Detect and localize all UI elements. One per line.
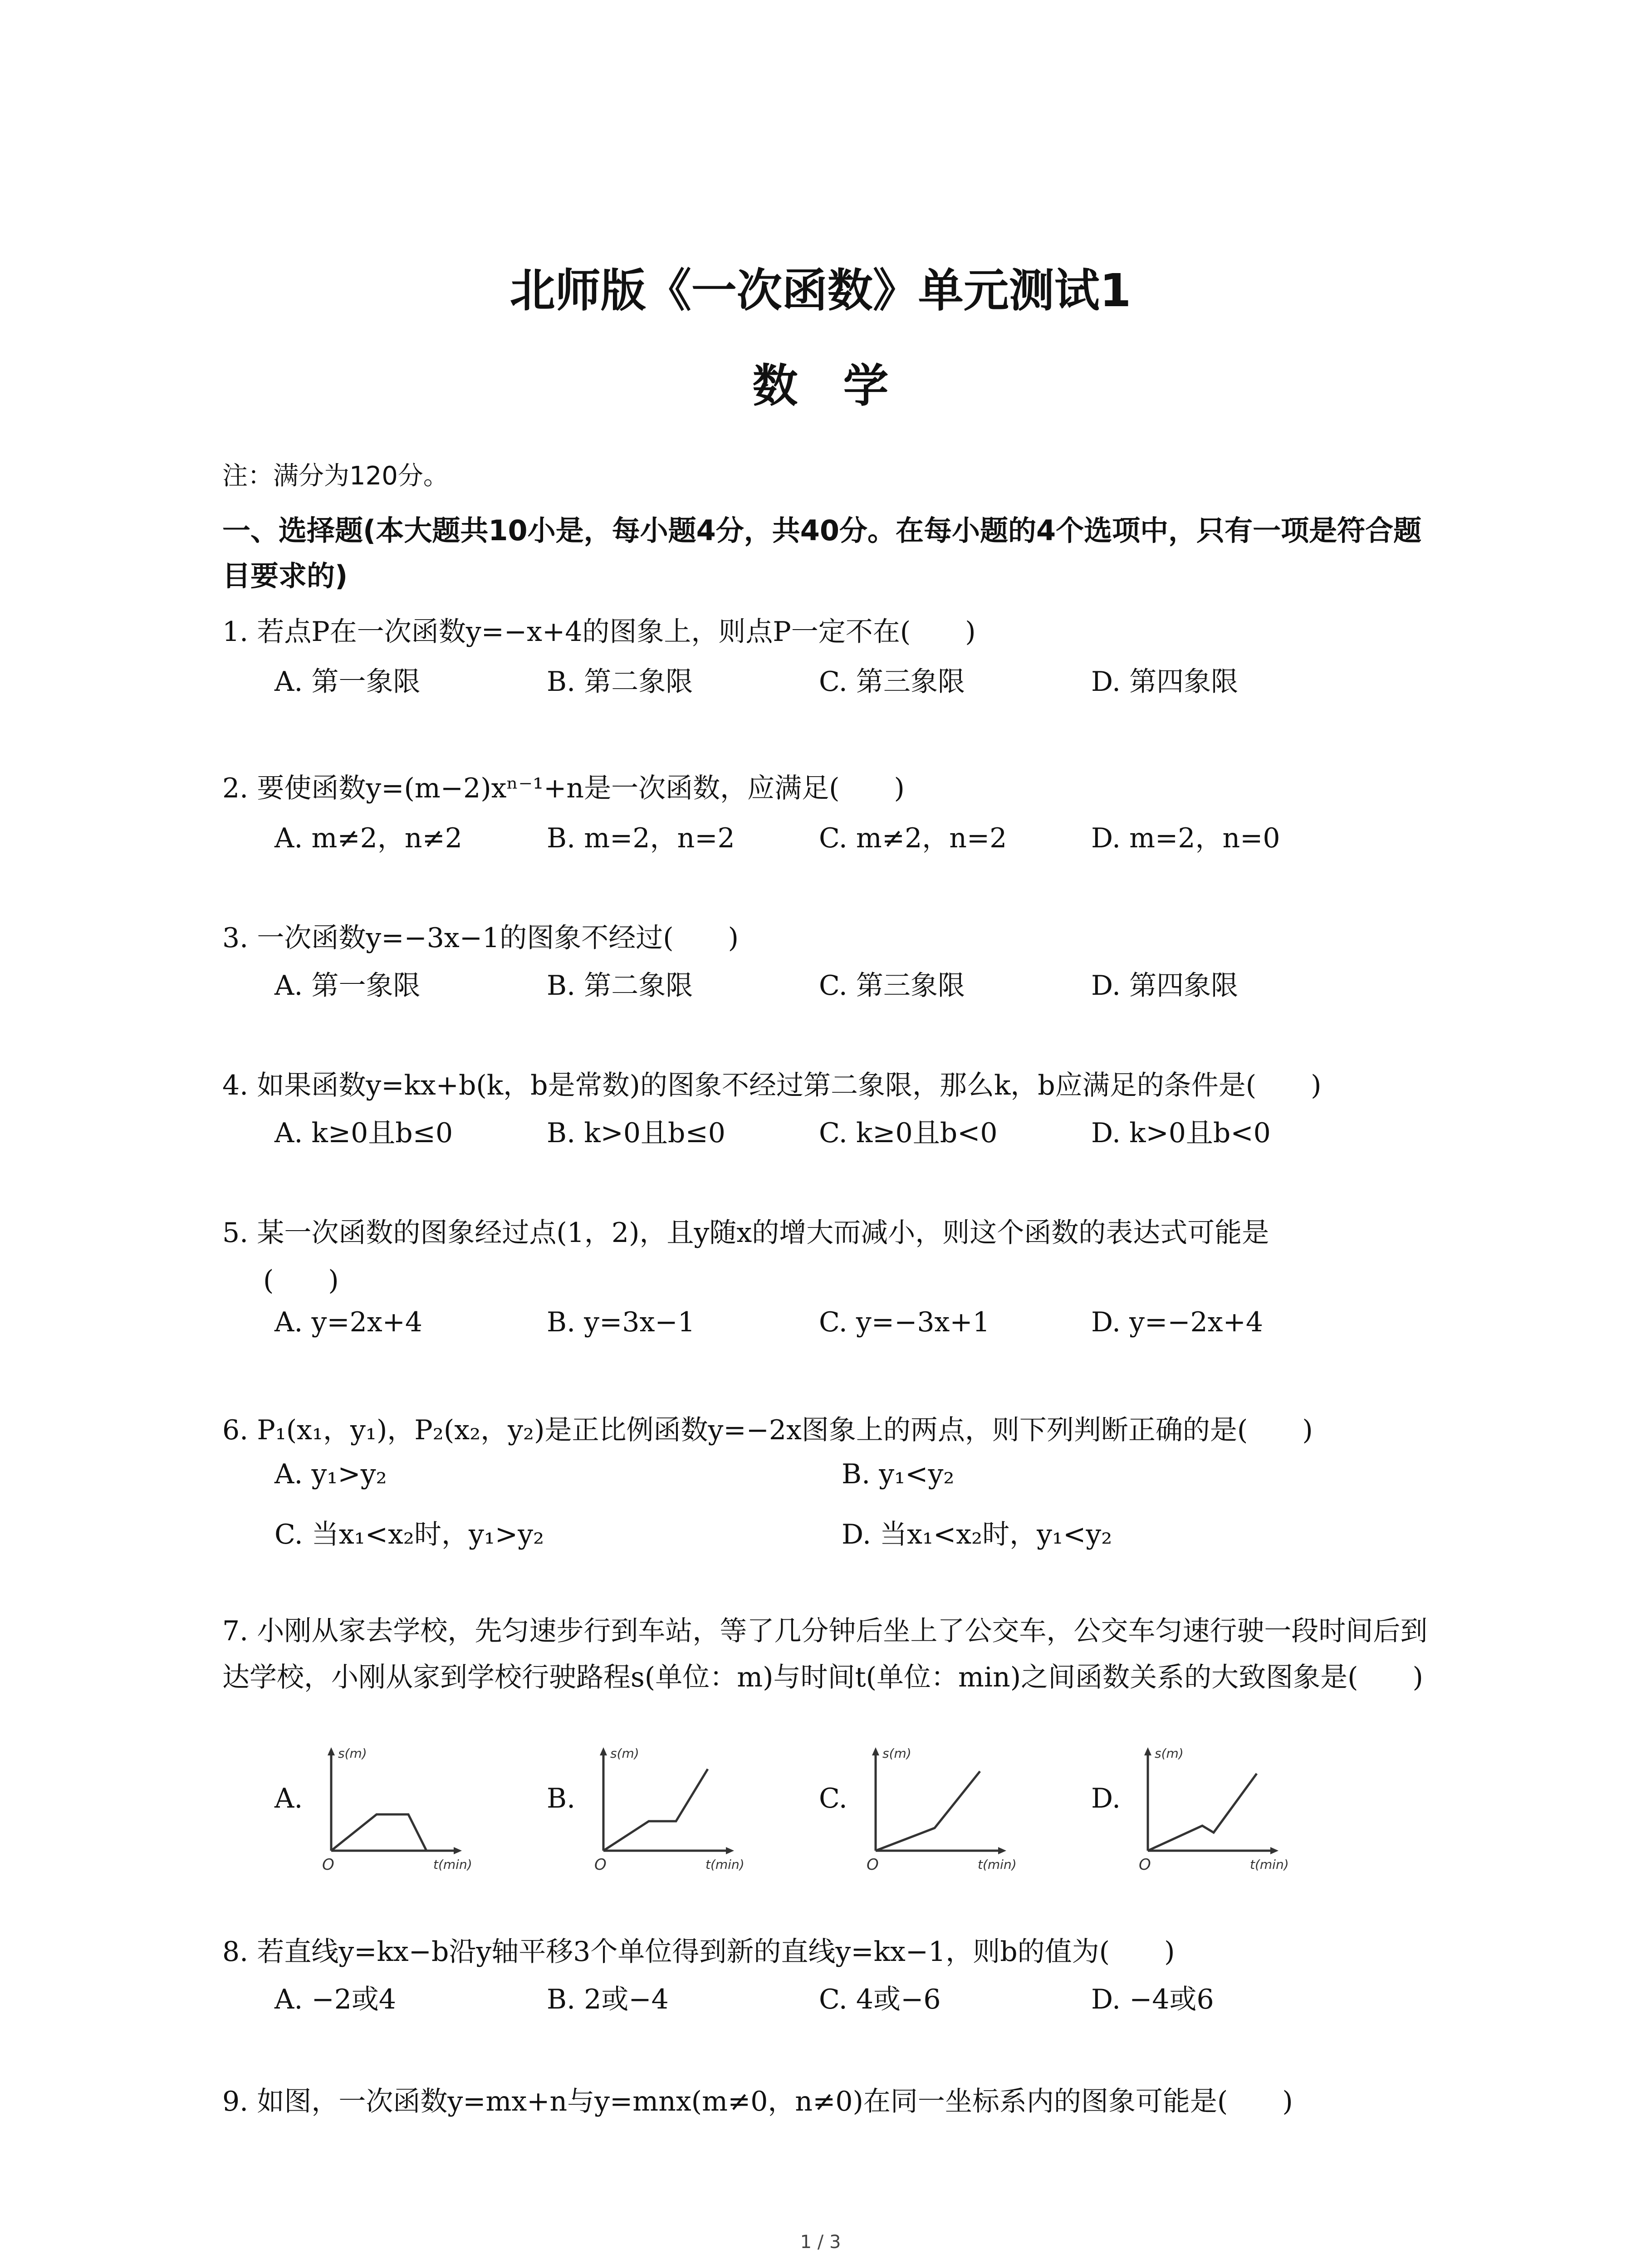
question-9-stem: 9. 如图，一次函数y=mx+n与y=mnx(m≠0，n≠0)在同一坐标系内的图象可能是( ) <box>222 2086 1293 2117</box>
q7c-y-label: s(m) <box>882 1746 911 1761</box>
q7-option-b: B. <box>547 1783 576 1814</box>
q7d-x-label: t(min) <box>1250 1857 1289 1872</box>
section-heading: 一、选择题(本大题共10小是，每小题4分，共40分。在每小题的4个选项中，只有一项是符合题目要求的) <box>222 514 1422 592</box>
q3-option-d: D. 第四象限 <box>1091 970 1239 1002</box>
q2-option-d: D. m=2，n=0 <box>1091 822 1280 854</box>
question-7-stem: 7. 小刚从家去学校，先匀速步行到车站，等了几分钟后坐上了公交车，公交车匀速行驶一段时间后到达学校，小刚从家到学校行驶路程s(单位：m)与时间t(单位：min)之间函数关系的大致图象是( ) <box>222 1615 1428 1693</box>
q7a-origin: O <box>322 1856 334 1873</box>
q7-option-a: A. <box>274 1783 303 1814</box>
q1-option-c: C. 第三象限 <box>819 666 965 698</box>
q7-option-d: D. <box>1091 1783 1121 1814</box>
q3-option-a: A. 第一象限 <box>274 970 421 1002</box>
q7-graph-c <box>862 1746 1043 1873</box>
q3-option-b: B. 第二象限 <box>547 970 693 1002</box>
q2-option-c: C. m≠2，n=2 <box>819 822 1007 854</box>
question-6-stem: 6. P₁(x₁，y₁)，P₂(x₂，y₂)是正比例函数y=−2x图象上的两点，则下列判断正确的是( ) <box>222 1414 1313 1446</box>
q4-option-c: C. k≥0且b<0 <box>819 1117 998 1149</box>
q4-option-b: B. k>0且b≤0 <box>547 1117 725 1149</box>
q7b-x-label: t(min) <box>705 1857 745 1872</box>
q2-option-a: A. m≠2，n≠2 <box>274 822 462 854</box>
question-1-stem: 1. 若点P在一次函数y=−x+4的图象上，则点P一定不在( ) <box>222 616 976 648</box>
q1-option-b: B. 第二象限 <box>547 666 693 698</box>
q7-graph-d <box>1134 1746 1316 1873</box>
question-8-stem: 8. 若直线y=kx−b沿y轴平移3个单位得到新的直线y=kx−1，则b的值为( ) <box>222 1936 1175 1968</box>
q7-option-c: C. <box>819 1783 847 1814</box>
question-4-stem: 4. 如果函数y=kx+b(k，b是常数)的图象不经过第二象限，那么k，b应满足的条件是( ) <box>222 1070 1322 1101</box>
q6-option-c: C. 当x₁<x₂时，y₁>y₂ <box>274 1519 544 1550</box>
q5-option-b: B. y=3x−1 <box>547 1306 695 1338</box>
q6-option-a: A. y₁>y₂ <box>274 1458 387 1490</box>
q7-graph-b <box>590 1746 771 1873</box>
q7d-y-label: s(m) <box>1155 1746 1184 1761</box>
q7c-x-label: t(min) <box>978 1857 1017 1872</box>
q1-option-a: A. 第一象限 <box>274 666 421 698</box>
q5-option-d: D. y=−2x+4 <box>1091 1306 1264 1338</box>
q7a-x-label: t(min) <box>433 1857 472 1872</box>
question-2-stem: 2. 要使函数y=(m−2)xⁿ⁻¹+n是一次函数，应满足( ) <box>222 772 905 804</box>
q2-option-b: B. m=2，n=2 <box>547 822 735 854</box>
q8-option-b: B. 2或−4 <box>547 1984 669 2015</box>
q3-option-c: C. 第三象限 <box>819 970 965 1002</box>
subject-title: 数 学 <box>752 359 889 412</box>
q5-option-a: A. y=2x+4 <box>274 1306 423 1338</box>
q7a-y-label: s(m) <box>338 1746 367 1761</box>
question-3-stem: 3. 一次函数y=−3x−1的图象不经过( ) <box>222 922 739 954</box>
q7-graph-a <box>318 1746 499 1873</box>
score-note: 注：满分为120分。 <box>222 461 449 491</box>
q7d-origin: O <box>1139 1856 1151 1873</box>
q4-option-d: D. k>0且b<0 <box>1091 1117 1271 1149</box>
q6-option-b: B. y₁<y₂ <box>842 1458 955 1490</box>
q7b-y-label: s(m) <box>610 1746 639 1761</box>
q6-option-d: D. 当x₁<x₂时，y₁<y₂ <box>842 1519 1112 1550</box>
q7c-origin: O <box>867 1856 879 1873</box>
q4-option-a: A. k≥0且b≤0 <box>274 1117 453 1149</box>
question-5-stem: 5. 某一次函数的图象经过点(1，2)，且y随x的增大而减小，则这个函数的表达式可能是 <box>222 1217 1269 1249</box>
page-number: 1 / 3 <box>800 2232 841 2253</box>
q7b-origin: O <box>594 1856 607 1873</box>
q1-option-d: D. 第四象限 <box>1091 666 1239 698</box>
q5-option-c: C. y=−3x+1 <box>819 1306 990 1338</box>
q8-option-d: D. −4或6 <box>1091 1984 1214 2015</box>
q8-option-a: A. −2或4 <box>274 1984 397 2015</box>
page-title: 北师版《一次函数》单元测试1 <box>509 264 1132 317</box>
q8-option-c: C. 4或−6 <box>819 1984 941 2015</box>
question-5-stem-cont: ( ) <box>263 1265 339 1296</box>
